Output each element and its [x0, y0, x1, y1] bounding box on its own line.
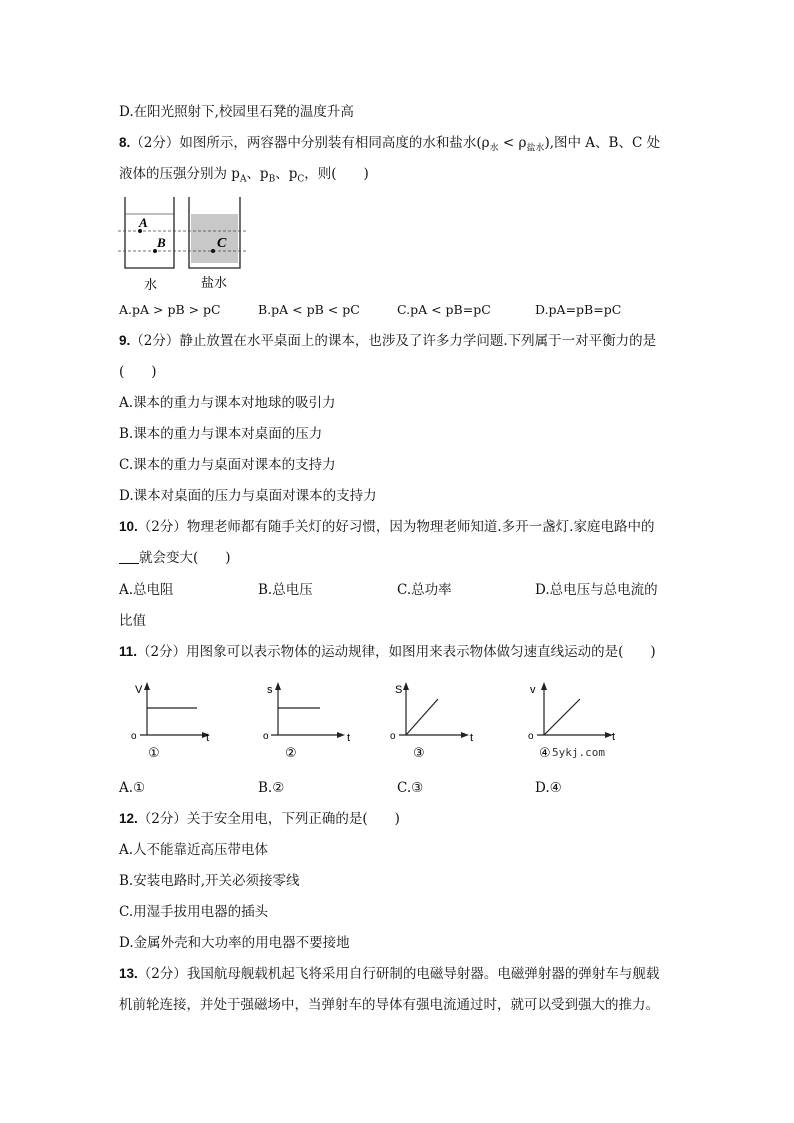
graph-1-xlabel: t: [206, 732, 210, 744]
graph-4-svg: [520, 677, 635, 767]
q10-number: 10.: [119, 519, 138, 534]
q11-graph-1: [125, 677, 220, 767]
water-container: [125, 197, 174, 268]
q8-c1: 、p: [246, 166, 269, 182]
q10-blank[interactable]: [119, 549, 139, 564]
q11-option-d[interactable]: D.④: [535, 780, 562, 796]
q10-option-a[interactable]: A.总电阻: [119, 582, 174, 598]
q12-option-a[interactable]: A.人不能靠近高压带电体: [119, 842, 269, 858]
q13-text1: 我国航母舰载机起飞将采用自行研制的电磁导射器。电磁弹射器的弹射车与舰载: [186, 966, 660, 982]
q10-option-c[interactable]: C.总功率: [397, 582, 452, 598]
graph-2-y-arrow: [275, 682, 281, 690]
label-c: C: [217, 236, 227, 251]
q11-score: （2分）: [137, 644, 187, 660]
q11-graph-4: [520, 677, 635, 767]
q8-option-a[interactable]: A.pA > pB > pC: [119, 302, 221, 317]
graph-4-line: [544, 699, 580, 735]
q11-option-b[interactable]: B.②: [258, 780, 285, 796]
watermark: 5ykj.com: [552, 746, 605, 759]
q13-number: 13.: [119, 966, 138, 981]
q11-option-c[interactable]: C.③: [397, 780, 424, 796]
graph-4-ylabel: v: [530, 684, 536, 696]
graph-3-svg: [386, 677, 481, 767]
q12-text1: 关于安全用电，下列正确的是( ): [186, 811, 400, 827]
q9-number: 9.: [119, 333, 131, 348]
q8-stem-line2: [119, 164, 369, 190]
caption-saltwater: 盐水: [201, 276, 228, 291]
q8-c2: 、p: [275, 166, 298, 182]
q8-figure-svg: [118, 193, 248, 293]
q12-stem-line1: [119, 809, 400, 829]
q13-score: （2分）: [137, 966, 187, 982]
q9-option-d[interactable]: D.课本对桌面的压力与桌面对课本的支持力: [119, 488, 377, 504]
graph-3-y-arrow: [403, 682, 409, 690]
graph-4-origin: o: [528, 731, 534, 742]
q8-option-d[interactable]: D.pA=pB=pC: [535, 302, 622, 317]
prev-option-d: D.在阳光照射下,校园里石凳的温度升高: [119, 104, 354, 120]
q11-text1: 用图象可以表示物体的运动规律，如图用来表示物体做匀速直线运动的是( ): [186, 644, 656, 660]
q12-option-b[interactable]: B.安装电路时,开关必须接零线: [119, 873, 300, 889]
q12-number: 12.: [119, 811, 138, 826]
graph-1-num: ①: [148, 746, 160, 761]
q8-number: 8.: [119, 135, 131, 150]
q9-option-c[interactable]: C.课本的重力与桌面对课本的支持力: [119, 457, 336, 473]
q9-stem-line2: ( ): [119, 364, 157, 380]
graph-2-origin: o: [263, 731, 269, 742]
q8-sub-a: A: [239, 174, 247, 185]
q8-container-figure: [118, 193, 248, 293]
q11-graph-2: [256, 677, 351, 767]
q8-sub-c: C: [297, 174, 305, 185]
saltwater-fill: [191, 214, 238, 263]
q10-text1: 物理老师都有随手关灯的好习惯，因为物理老师知道.多开一盏灯.家庭电路中的: [186, 519, 655, 535]
q12-option-c[interactable]: C.用湿手拔用电器的插头: [119, 904, 269, 920]
graph-3-origin: o: [390, 731, 396, 742]
label-a: A: [139, 215, 148, 230]
q11-graph-3: [386, 677, 481, 767]
q8-text1b: ),图中 A、B、C 处: [544, 135, 661, 151]
q9-option-a[interactable]: A.课本的重力与课本对地球的吸引力: [119, 395, 336, 411]
q8-sub-b: B: [268, 174, 276, 185]
graph-1-svg: [125, 677, 220, 767]
graph-2-ylabel: s: [267, 684, 273, 696]
q13-stem-line1: [119, 964, 659, 984]
q12-score: （2分）: [137, 811, 187, 827]
graph-2-num: ②: [285, 746, 297, 761]
graph-1-y-arrow: [144, 682, 150, 690]
graph-2-x-arrow: [337, 732, 345, 738]
q10-stem-line2: [119, 548, 231, 568]
point-c: [211, 249, 215, 253]
q10-stem-line1: [119, 517, 654, 537]
q9-option-b[interactable]: B.课本的重力与课本对桌面的压力: [119, 426, 323, 442]
graph-3-x-arrow: [461, 732, 469, 738]
q11-option-a[interactable]: A.①: [119, 780, 146, 796]
q9-stem-line1: [119, 331, 656, 351]
graph-3-ylabel: S: [395, 684, 403, 696]
graph-1-origin: o: [131, 731, 137, 742]
q10-option-b[interactable]: B.总电压: [258, 582, 313, 598]
q8-stem-line1: [119, 133, 660, 159]
graph-3-num: ③: [413, 746, 425, 761]
graph-1-ylabel: V: [135, 684, 143, 696]
q13-stem-line2: 机前轮连接，并处于强磁场中，当弹射车的导体有强电流通过时，就可以受到强大的推力。: [119, 997, 659, 1013]
q10-option-d-wrap: 比值: [119, 613, 146, 629]
graph-4-num: ④: [539, 746, 551, 761]
q8-option-b[interactable]: B.pA < pB < pC: [258, 302, 360, 317]
graph-2-xlabel: t: [347, 732, 351, 744]
q8-score: （2分）: [130, 135, 180, 151]
q9-score: （2分）: [130, 333, 180, 349]
graph-2-svg: [256, 677, 351, 767]
q12-option-d[interactable]: D.金属外壳和大功率的用电器不要接地: [119, 935, 350, 951]
graph-4-y-arrow: [541, 682, 547, 690]
q8-text2a: 液体的压强分别为 p: [119, 166, 240, 182]
q8-sub-water: 水: [489, 143, 499, 154]
q8-option-c[interactable]: C.pA < pB=pC: [397, 302, 491, 317]
caption-water: 水: [144, 278, 158, 293]
q10-text2: 就会变大( ): [139, 550, 231, 566]
q8-text1: 如图所示，两容器中分别装有相同高度的水和盐水(ρ: [179, 135, 490, 151]
q10-option-d[interactable]: D.总电压与总电流的: [535, 582, 658, 598]
q9-text1: 静止放置在水平桌面上的课本，也涉及了许多力学问题.下列属于一对平衡力的是: [179, 333, 657, 349]
graph-4-xlabel: t: [612, 731, 616, 743]
label-b: B: [157, 235, 166, 250]
q8-text2b: ，则( ): [304, 166, 369, 182]
q11-number: 11.: [119, 644, 138, 659]
q10-score: （2分）: [137, 519, 187, 535]
q8-lt: < ρ: [498, 135, 527, 151]
q11-stem-line1: [119, 642, 656, 662]
graph-3-xlabel: t: [470, 732, 474, 744]
q8-sub-salt: 盐水: [526, 143, 545, 154]
graph-3-line: [406, 699, 438, 735]
